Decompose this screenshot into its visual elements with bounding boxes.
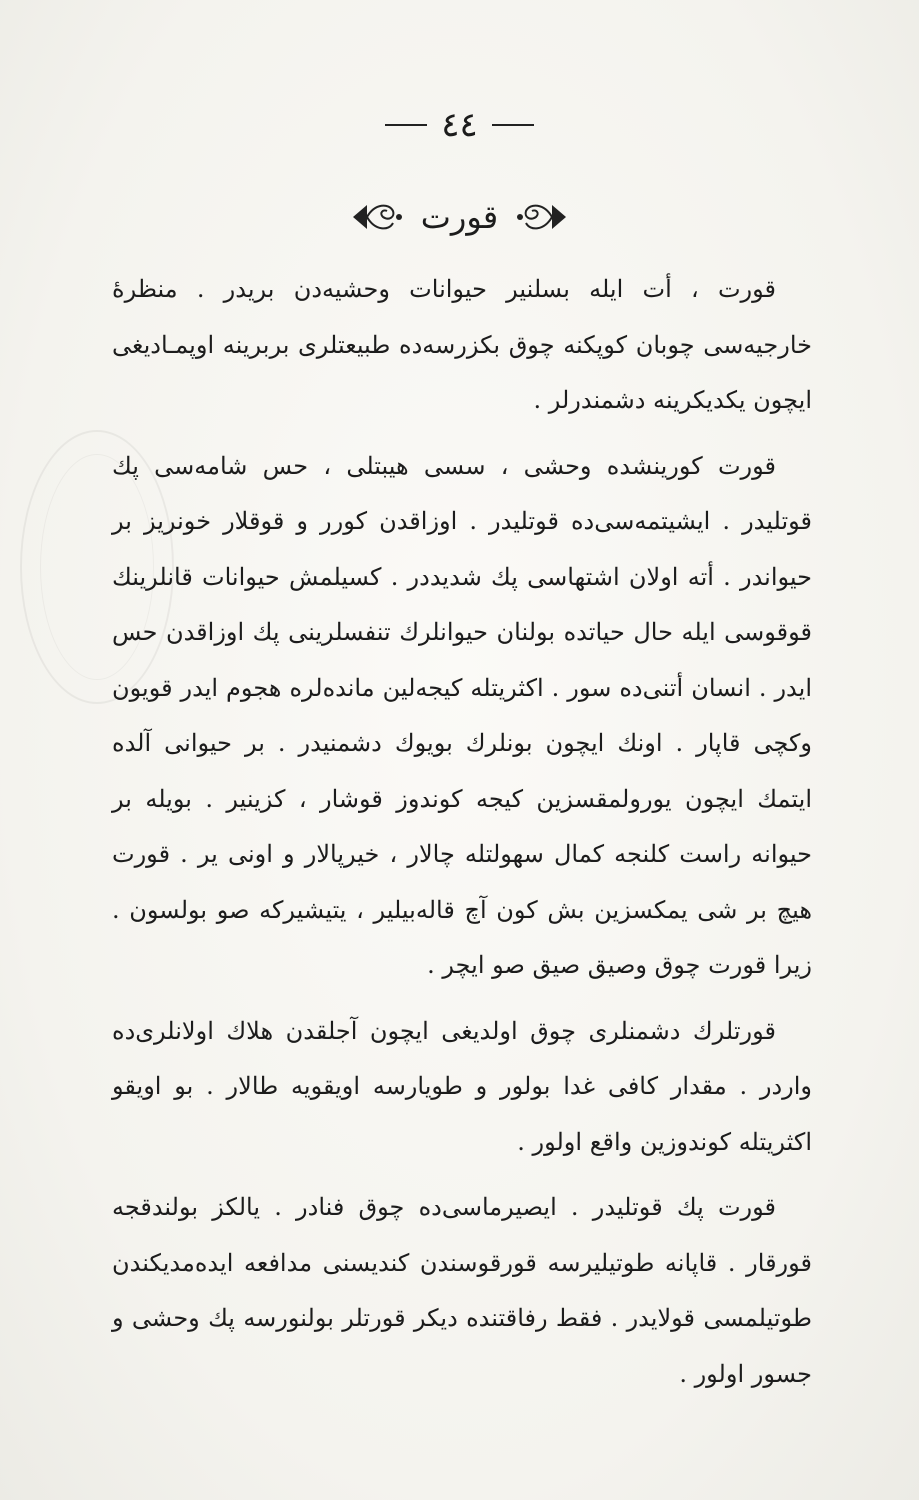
paragraph-text: قورت پك قوتليدر . ايصيرماسى‌ده چوق فنادر . يالكز بولندقجه قورقار . قاپانه طوتيليرسه قورقوسندن كنديسنى مدافعه ايده‌مديكندن طوتيلمسى قولايدر . فقط رفاقتنده ديكر قورتلر بولنورسه پك وحشى و جسور اولور . xyxy=(112,1193,812,1388)
body-text xyxy=(112,262,812,1402)
paragraph xyxy=(112,1004,812,1171)
dash-right xyxy=(492,124,534,126)
paragraph xyxy=(112,262,812,429)
page-number-row xyxy=(0,105,919,145)
paragraph xyxy=(112,439,812,994)
chapter-heading xyxy=(0,195,919,239)
paragraph xyxy=(112,1180,812,1402)
chapter-title: قورت xyxy=(420,198,499,236)
paragraph-text: قورتلرك دشمنلرى چوق اولديغى ايچون آجلقدن هلاك اولانلرى‌ده واردر . مقدار كافى غدا بولور و طويارسه اويقويه طالار . بو اويقو اكثريتله كوندوزين واقع اولور . xyxy=(112,1016,812,1156)
ornament-left-icon xyxy=(349,195,405,239)
ornament-right-icon xyxy=(514,195,570,239)
paragraph-text: قورت كورينشده وحشى ، سسى هيبتلى ، حس شامه‌سى پك قوتليدر . ايشيتمه‌سى‌ده قوتليدر . اوزاقدن كورر و قوقلار خونريز بر حيواندر . أته اولان اشتهاسى پك شديددر . كسيلمش حيوانات قانلرينك قوقوسى ايله حال حياتده بولنان حيوانلرك تنفسلرينى پك اوزاقدن حس ايدر . انسان أتنى‌ده سور . اكثريتله كيجه‌لين مانده‌لره هجوم ايدر قويون وكچى قاپار . اونك ايچون بونلرك بويوك دشمنيدر . بر حيوانى آلده ايتمك ايچون يورولمقسزين كيجه كوندوز قوشار ، كزينير . بويله بر حيوانه راست كلنجه كمال سهولتله چالار ، خيرپالار و اونى ير . قورت هيچ بر شى يمكسزين بش كون آچ قاله‌بيلير ، يتيشيركه صو بولسون . زيرا قورت چوق وصيق صيق صو ايچر . xyxy=(112,451,812,979)
page-number: ٤٤ xyxy=(441,105,478,145)
dash-left xyxy=(385,124,427,126)
paragraph-text: قورت ، أت ايله بسلنير حيوانات وحشيه‌دن بريدر . منظرهٔ خارجيه‌سى چوبان كوپكنه چوق بكزرسه‌ده طبيعتلرى بربرينه اوپمـاديغى ايچون يكديكرينه دشمندرلر . xyxy=(112,275,812,414)
